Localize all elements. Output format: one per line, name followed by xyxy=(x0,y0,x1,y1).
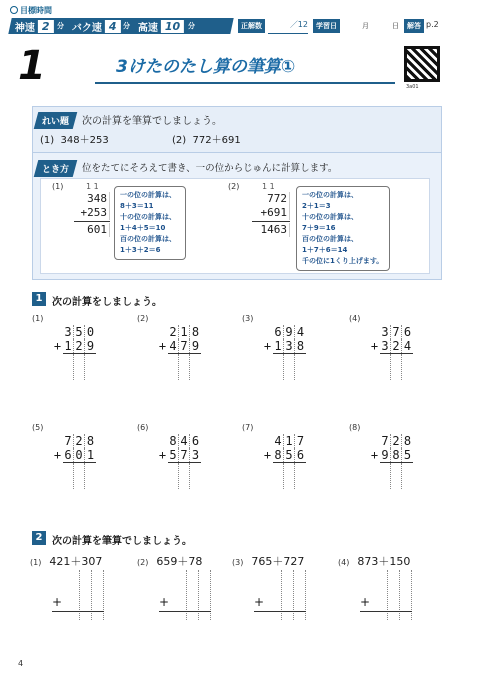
target-time-label xyxy=(10,5,52,16)
work-2-result: 1463 xyxy=(246,223,290,237)
bottom-digit: 9 xyxy=(86,339,95,353)
sum-line xyxy=(159,611,211,612)
problem-label: (1) xyxy=(30,558,42,567)
top-digit: 1 xyxy=(179,325,190,339)
speed-bar xyxy=(8,18,233,34)
work-1-note: 1＋4＋5＝10 xyxy=(120,224,166,232)
plus-sign: + xyxy=(360,595,371,609)
section-1-instruction: 次の計算をしましょう。 xyxy=(52,297,162,308)
problem-column-addition xyxy=(262,434,306,489)
work-1-note: 十の位の計算は、 xyxy=(120,213,176,221)
bottom-digit: 8 xyxy=(391,448,402,462)
bottom-digit: 9 xyxy=(380,448,391,462)
plus-sign: + xyxy=(52,595,63,609)
problem-column-addition xyxy=(157,325,201,380)
speed-1-value: 2 xyxy=(38,20,54,33)
target-time-text: 目標時間 xyxy=(20,6,52,15)
work-2-notes xyxy=(296,186,390,271)
answer-area[interactable] xyxy=(68,570,104,620)
work-2-note: 百の位の計算は、 xyxy=(302,235,358,243)
work-1-note: 8＋3＝11 xyxy=(120,202,154,210)
example-tag-text: れい題 xyxy=(42,117,70,127)
problem-label: (4) xyxy=(338,558,350,567)
answer-label: 解答 xyxy=(404,19,424,33)
problem-column-addition xyxy=(369,434,413,489)
top-digit: 8 xyxy=(191,325,200,339)
top-digit: 8 xyxy=(86,434,95,448)
top-digit: 7 xyxy=(296,434,305,448)
plus-sign: + xyxy=(370,339,379,353)
plus-sign: + xyxy=(53,339,62,353)
plus-sign: + xyxy=(158,448,167,462)
bottom-digit: 4 xyxy=(403,339,412,353)
work-1-notes xyxy=(114,186,186,260)
problem-column-addition xyxy=(157,434,201,489)
bottom-digit: 1 xyxy=(273,339,284,353)
example-problem-2-label: (2) xyxy=(172,135,187,146)
problem-label: (7) xyxy=(242,423,254,432)
work-2-sum-line xyxy=(252,221,290,222)
bottom-digit: 7 xyxy=(179,448,190,462)
answer-area[interactable] xyxy=(168,463,201,489)
method-tag-text: とき方 xyxy=(42,165,70,175)
bottom-digit: 6 xyxy=(63,448,74,462)
plus-sign: + xyxy=(370,448,379,462)
example-problem-1 xyxy=(40,131,109,146)
method-text: 位をたてにそろえて書き、一の位からじゅんに計算します。 xyxy=(82,163,338,174)
bottom-digit: 3 xyxy=(284,339,295,353)
problem-column-addition xyxy=(262,325,306,380)
example-problem-2 xyxy=(172,131,241,146)
plus-sign: + xyxy=(254,595,265,609)
bottom-digit: 3 xyxy=(191,448,200,462)
plus-sign: + xyxy=(263,339,272,353)
top-digit: 3 xyxy=(63,325,74,339)
speed-3-unit: 分 xyxy=(187,22,195,30)
problem-expression: 659＋78 xyxy=(156,555,203,568)
problem-label: (2) xyxy=(137,558,149,567)
top-digit: 8 xyxy=(403,434,412,448)
example-problem-1-label: (1) xyxy=(40,135,55,146)
problem-label: (8) xyxy=(349,423,361,432)
speed-3-label: 高速 xyxy=(138,22,159,34)
speed-1-label: 神速 xyxy=(15,22,35,34)
bottom-digit: 3 xyxy=(380,339,391,353)
work-2-note: 7＋9＝16 xyxy=(302,224,336,232)
qr-code-icon[interactable] xyxy=(404,46,440,82)
top-digit: 6 xyxy=(403,325,412,339)
answer-area[interactable] xyxy=(270,570,306,620)
work-1-carry: 1 1 xyxy=(86,182,99,191)
date-label: 学習日 xyxy=(313,19,340,33)
answer-area[interactable] xyxy=(380,463,413,489)
bottom-digit: 1 xyxy=(63,339,74,353)
speed-2-unit: 分 xyxy=(123,22,131,30)
work-1-bottom: +253 xyxy=(66,206,110,220)
answer-area[interactable] xyxy=(273,354,306,380)
answer-area[interactable] xyxy=(63,354,96,380)
top-digit: 5 xyxy=(74,325,85,339)
problem-label: (4) xyxy=(349,314,361,323)
written-problem-3 xyxy=(232,550,305,609)
score-total: ／12 xyxy=(268,19,308,34)
bottom-digit: 8 xyxy=(273,448,284,462)
section-2-instruction: 次の計算を筆算でしましょう。 xyxy=(52,536,192,547)
problem-label: (3) xyxy=(232,558,244,567)
bottom-digit: 6 xyxy=(296,448,305,462)
top-digit: 7 xyxy=(380,434,391,448)
top-digit: 9 xyxy=(284,325,295,339)
example-instruction: 次の計算を筆算でしましょう。 xyxy=(82,116,222,127)
month-unit: 月 xyxy=(362,22,369,30)
problem-expression: 873＋150 xyxy=(357,555,411,568)
problem-label: (3) xyxy=(242,314,254,323)
speed-1-unit: 分 xyxy=(56,22,64,30)
problem-label: (6) xyxy=(137,423,149,432)
speed-3-value: 10 xyxy=(161,20,184,33)
written-problem-1 xyxy=(30,550,103,609)
bottom-digit: 4 xyxy=(168,339,179,353)
day-unit: 日 xyxy=(392,22,399,30)
problem-column-addition xyxy=(369,325,413,380)
speed-2-label: バク速 xyxy=(71,22,102,34)
work-2-note: 十の位の計算は、 xyxy=(302,213,358,221)
answer-area[interactable] xyxy=(376,570,412,620)
top-digit: 1 xyxy=(284,434,295,448)
top-digit: 7 xyxy=(63,434,74,448)
bottom-digit: 5 xyxy=(284,448,295,462)
lesson-title: 3けたのたし算の筆算① xyxy=(116,57,296,77)
problem-label: (1) xyxy=(32,314,44,323)
clock-icon xyxy=(10,6,18,14)
example-problem-2-expr: 772＋691 xyxy=(192,135,241,146)
top-digit: 2 xyxy=(168,325,179,339)
example-tag xyxy=(34,112,78,129)
top-digit: 2 xyxy=(391,434,402,448)
bottom-digit: 1 xyxy=(86,448,95,462)
lesson-number: 1 xyxy=(18,43,46,89)
answer-page: p.2 xyxy=(426,20,439,29)
top-digit: 6 xyxy=(191,434,200,448)
answer-area[interactable] xyxy=(168,354,201,380)
top-digit: 0 xyxy=(86,325,95,339)
answer-area[interactable] xyxy=(63,463,96,489)
bottom-digit: 5 xyxy=(168,448,179,462)
problem-label: (2) xyxy=(137,314,149,323)
work-1-label: (1) xyxy=(52,182,64,191)
top-digit: 8 xyxy=(168,434,179,448)
work-1-sum-line xyxy=(74,221,110,222)
bottom-digit: 5 xyxy=(403,448,412,462)
work-2-note: 1＋7＋6＝14 xyxy=(302,246,348,254)
work-2-note: 一の位の計算は、 xyxy=(302,191,358,199)
qr-code-id: 3a01 xyxy=(406,84,419,90)
written-problem-4 xyxy=(338,550,411,609)
work-2-carry: 1 1 xyxy=(262,182,275,191)
top-digit: 3 xyxy=(380,325,391,339)
work-2-note: 2＋1＝3 xyxy=(302,202,331,210)
plus-sign: + xyxy=(53,448,62,462)
plus-sign: + xyxy=(158,339,167,353)
problem-expression: 421＋307 xyxy=(49,555,103,568)
section-1-badge: 1 xyxy=(32,292,46,306)
sum-line xyxy=(52,611,104,612)
top-digit: 4 xyxy=(179,434,190,448)
work-1-result: 601 xyxy=(66,223,110,237)
sum-line xyxy=(360,611,412,612)
top-digit: 4 xyxy=(296,325,305,339)
page-number: 4 xyxy=(18,659,24,668)
work-1-note: 百の位の計算は、 xyxy=(120,235,176,243)
method-tag xyxy=(34,160,78,177)
work-1-top: 348 xyxy=(66,192,110,206)
work-1-note: 一の位の計算は、 xyxy=(120,191,176,199)
top-digit: 7 xyxy=(391,325,402,339)
section-2-badge: 2 xyxy=(32,531,46,545)
written-problem-2 xyxy=(137,550,203,609)
speed-2-value: 4 xyxy=(105,20,121,33)
example-problem-1-expr: 348＋253 xyxy=(60,135,109,146)
answer-area[interactable] xyxy=(175,570,211,620)
problem-column-addition xyxy=(52,434,96,489)
plus-sign: + xyxy=(159,595,170,609)
bottom-digit: 2 xyxy=(74,339,85,353)
problem-expression: 765＋727 xyxy=(251,555,305,568)
bottom-digit: 7 xyxy=(179,339,190,353)
top-digit: 2 xyxy=(74,434,85,448)
bottom-digit: 8 xyxy=(296,339,305,353)
sum-line xyxy=(254,611,306,612)
top-digit: 6 xyxy=(273,325,284,339)
score-label: 正解数 xyxy=(238,19,265,33)
work-2-bottom: +691 xyxy=(246,206,290,220)
problem-label: (5) xyxy=(32,423,44,432)
bottom-digit: 9 xyxy=(191,339,200,353)
answer-area[interactable] xyxy=(380,354,413,380)
problem-column-addition xyxy=(52,325,96,380)
answer-area[interactable] xyxy=(273,463,306,489)
bottom-digit: 0 xyxy=(74,448,85,462)
work-2-note: 千の位に1くり上げます。 xyxy=(302,257,384,265)
plus-sign: + xyxy=(263,448,272,462)
work-2-top: 772 xyxy=(246,192,290,206)
work-2-label: (2) xyxy=(228,182,240,191)
bottom-digit: 2 xyxy=(391,339,402,353)
top-digit: 4 xyxy=(273,434,284,448)
work-1-note: 1＋3＋2＝6 xyxy=(120,246,161,254)
